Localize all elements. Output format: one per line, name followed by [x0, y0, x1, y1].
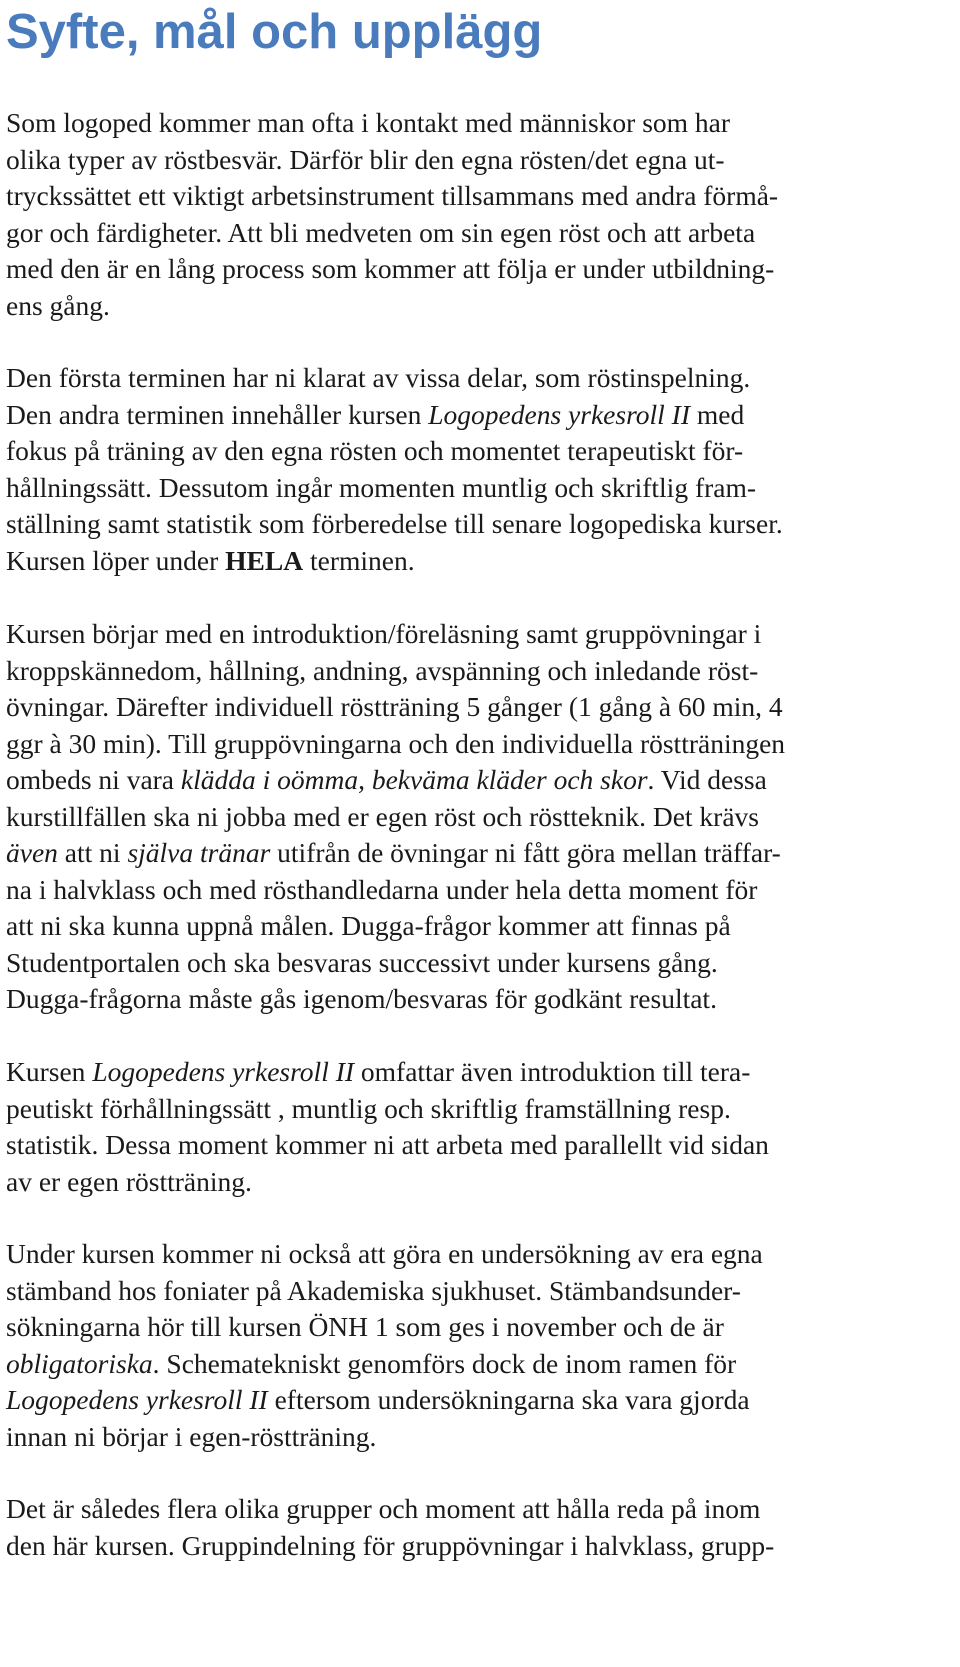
text-segment: Den första terminen har ni klarat av vissa delar, som röstinspelning. [6, 362, 751, 393]
text-line [6, 908, 956, 945]
text-segment: fokus på träning av den egna rösten och momentet terapeutiskt för- [6, 435, 744, 466]
text-segment: eftersom undersökningarna ska vara gjorda [267, 1384, 750, 1415]
text-line [6, 1273, 956, 1310]
text-segment: Det är således flera olika grupper och moment att hålla reda på inom [6, 1493, 761, 1524]
paragraph-purpose [6, 105, 956, 324]
text-line [6, 762, 956, 799]
paragraph-course-scope [6, 1054, 956, 1200]
paragraph-second-term [6, 360, 956, 579]
text-segment: statistik. Dessa moment kommer ni att arbeta med parallellt vid sidan [6, 1129, 769, 1160]
text-line [6, 105, 956, 142]
text-line [6, 1236, 956, 1273]
text-segment: med den är en lång process som kommer att följa er under utbildning- [6, 253, 775, 284]
text-line [6, 1528, 956, 1565]
text-segment: peutiskt förhållningssätt , muntlig och skriftlig framställning resp. [6, 1092, 731, 1124]
text-segment: den här kursen. Gruppindelning för gruppövningar i halvklass, grupp- [6, 1529, 775, 1561]
text-segment: av er egen röstträning. [6, 1165, 252, 1197]
text-segment: ombeds ni vara [6, 764, 181, 795]
text-line [6, 799, 956, 836]
text-line [6, 1091, 956, 1128]
text-segment: utifrån de övningar ni fått göra mellan träffar- [270, 837, 781, 868]
paragraph-course-start [6, 616, 956, 1018]
text-segment: ggr à 30 min). Till gruppövningarna och den individuella röstträningen [6, 727, 786, 759]
document-page [6, 0, 956, 1561]
text-line [6, 142, 956, 179]
text-segment: . Schematekniskt genomförs dock de inom ramen för [152, 1347, 737, 1379]
text-line [6, 726, 956, 763]
emphasis-text: obligatoriska [6, 1347, 153, 1379]
text-segment: Kursen [6, 1056, 93, 1087]
text-line [6, 360, 956, 397]
text-segment: terminen. [303, 544, 415, 576]
text-segment: att ni [57, 837, 128, 868]
text-line [6, 1419, 956, 1456]
text-line [6, 945, 956, 982]
text-segment: att ni ska kunna uppnå målen. Dugga-frågor kommer att finnas på [6, 910, 731, 941]
text-segment: ställning samt statistik som förberedelse till senare logopediska kurser. [6, 508, 783, 539]
text-line [6, 1054, 956, 1091]
text-segment: omfattar även introduktion till tera- [354, 1056, 751, 1087]
emphasis-text: klädda i oömma, bekväma kläder och skor [180, 764, 648, 795]
text-line [6, 251, 956, 288]
text-segment: hållningssätt. Dessutom ingår momenten muntlig och skriftlig fram- [6, 471, 757, 503]
text-segment: kroppskännedom, hållning, andning, avspänning och inledande röst- [6, 654, 759, 686]
emphasis-text: även [6, 837, 58, 868]
text-line [6, 543, 956, 580]
text-segment: kurstillfällen ska ni jobba med er egen röst och röstteknik. Det krävs [6, 800, 760, 832]
text-segment: stämband hos foniater på Akademiska sjukhuset. Stämbandsunder- [6, 1274, 741, 1306]
text-segment: Studentportalen och ska besvaras successivt under kursens gång. [6, 946, 718, 978]
text-segment: Kursen löper under [6, 544, 226, 576]
text-line [6, 506, 956, 543]
text-segment: Dugga-frågorna måste gås igenom/besvaras för godkänt resultat. [6, 983, 717, 1014]
emphasis-text: själva tränar [127, 837, 271, 868]
text-line [6, 1164, 956, 1201]
text-segment: na i halvklass och med rösthandledarna under hela detta moment för [6, 873, 758, 905]
text-segment: Under kursen kommer ni också att göra en undersökning av era egna [6, 1238, 763, 1269]
text-segment: Den andra terminen innehåller kursen [6, 398, 429, 430]
text-line [6, 689, 956, 726]
text-segment: Kursen börjar med en introduktion/föreläsning samt gruppövningar i [6, 618, 762, 649]
text-line [6, 1346, 956, 1383]
strong-text: HELA [225, 544, 304, 576]
text-line [6, 433, 956, 470]
text-segment: gor och färdigheter. Att bli medveten om sin egen röst och att arbeta [6, 216, 756, 248]
emphasis-text: Logopedens yrkesroll II [92, 1056, 355, 1087]
text-line [6, 178, 956, 215]
text-segment: med [689, 398, 745, 430]
text-line [6, 215, 956, 252]
paragraph-vocal-examination [6, 1236, 956, 1455]
emphasis-text: Logopedens yrkesroll II [428, 398, 690, 430]
text-segment: olika typer av röstbesvär. Därför blir den egna rösten/det egna ut- [6, 143, 725, 175]
text-segment: sökningarna hör till kursen ÖNH 1 som ges i november och de är [6, 1311, 724, 1342]
text-line [6, 470, 956, 507]
paragraph-groups [6, 1491, 956, 1564]
text-segment: tryckssättet ett viktigt arbetsinstrument tillsammans med andra förmå- [6, 180, 779, 211]
text-line [6, 981, 956, 1018]
text-line [6, 1382, 956, 1419]
text-segment: övningar. Därefter individuell röstträning 5 gånger (1 gång à 60 min, 4 [6, 691, 783, 722]
text-line [6, 397, 956, 434]
text-line [6, 1127, 956, 1164]
text-segment: Som logoped kommer man ofta i kontakt med människor som har [6, 107, 731, 138]
text-segment: ens gång. [6, 289, 110, 321]
text-line [6, 653, 956, 690]
text-segment: . Vid dessa [647, 764, 767, 795]
text-line [6, 1309, 956, 1346]
text-line [6, 872, 956, 909]
text-line [6, 288, 956, 325]
text-line [6, 835, 956, 872]
page-title: Syfte, mål och upplägg [6, 5, 543, 59]
emphasis-text: Logopedens yrkesroll II [6, 1384, 268, 1415]
text-line [6, 1491, 956, 1528]
text-line [6, 616, 956, 653]
text-segment: innan ni börjar i egen-röstträning. [6, 1420, 377, 1452]
